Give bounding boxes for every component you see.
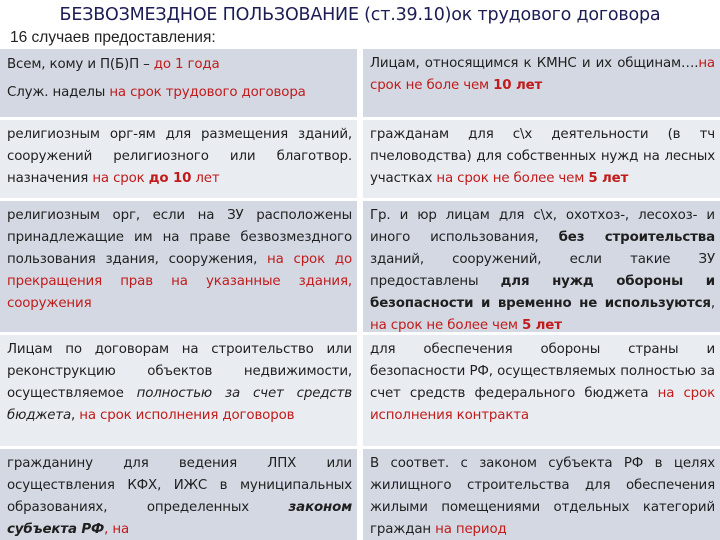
- table-row: [0, 335, 720, 446]
- case-text: религиозным орг, если на ЗУ расположены принадлежащие им на праве безвозмездного пользования здания, сооружения, на срок до прекращения прав на указанные здания, сооружения: [7, 208, 352, 311]
- cell-right: [363, 335, 720, 446]
- cell-right: [363, 201, 720, 332]
- case-text: гражданам для с\х деятельности (в тч пчеловодства) для собственных нужд на лесных участках на срок не более чем 5 лет: [370, 127, 715, 186]
- case-text: В соответ. с законом субъекта РФ в целях жилищного строительства для обеспечения жилыми помещениями отдельных категорий граждан на период: [370, 456, 715, 537]
- table-row: [0, 201, 720, 332]
- cell-left: [0, 449, 357, 540]
- case-text: Служ. наделы на срок трудового договора: [7, 85, 306, 100]
- cell-right: [363, 120, 720, 198]
- case-text: Гр. и юр лицам для с\х, охотхоз-, лесохоз- и иного использования, без строительства зданий, сооружений, если такие ЗУ предоставлены для нужд обороны и безопасности и временно не используются, на срок не более чем 5 лет: [370, 208, 715, 332]
- cell-left: [0, 335, 357, 446]
- cell-left: [0, 120, 357, 198]
- page-subtitle: 16 случаев предоставления:: [10, 29, 216, 46]
- table-row: [0, 120, 720, 198]
- case-text: Всем, кому и П(Б)П – до 1 года: [7, 57, 220, 72]
- cell-left: [0, 49, 357, 117]
- case-text: Лицам, относящимся к КМНС и их общинам….на срок не боле чем 10 лет: [370, 56, 715, 93]
- cases-table: [0, 49, 720, 540]
- case-text: религиозным орг-ям для размещения зданий, сооружений религиозного или благотвор. назначения на срок до 10 лет: [7, 127, 352, 186]
- cell-right: [363, 449, 720, 540]
- table-row: [0, 49, 720, 117]
- case-text: гражданину для ведения ЛПХ или осуществления КФХ, ИЖС в муниципальных образованиях, определенных законом субъекта РФ, на: [7, 456, 352, 537]
- table-row: [0, 449, 720, 540]
- page-title: БЕЗВОЗМЕЗДНОЕ ПОЛЬЗОВАНИЕ (ст.39.10)ок трудового договора: [59, 5, 661, 25]
- case-text: Лицам по договорам на строительство или реконструкцию объектов недвижимости, осуществляемое полностью за счет средств бюджета, на срок исполнения договоров: [7, 342, 352, 423]
- cell-right: [363, 49, 720, 117]
- cell-left: [0, 201, 357, 332]
- case-text: для обеспечения обороны страны и безопасности РФ, осуществляемых полностью за счет средств федерального бюджета на срок исполнения контракта: [370, 342, 716, 423]
